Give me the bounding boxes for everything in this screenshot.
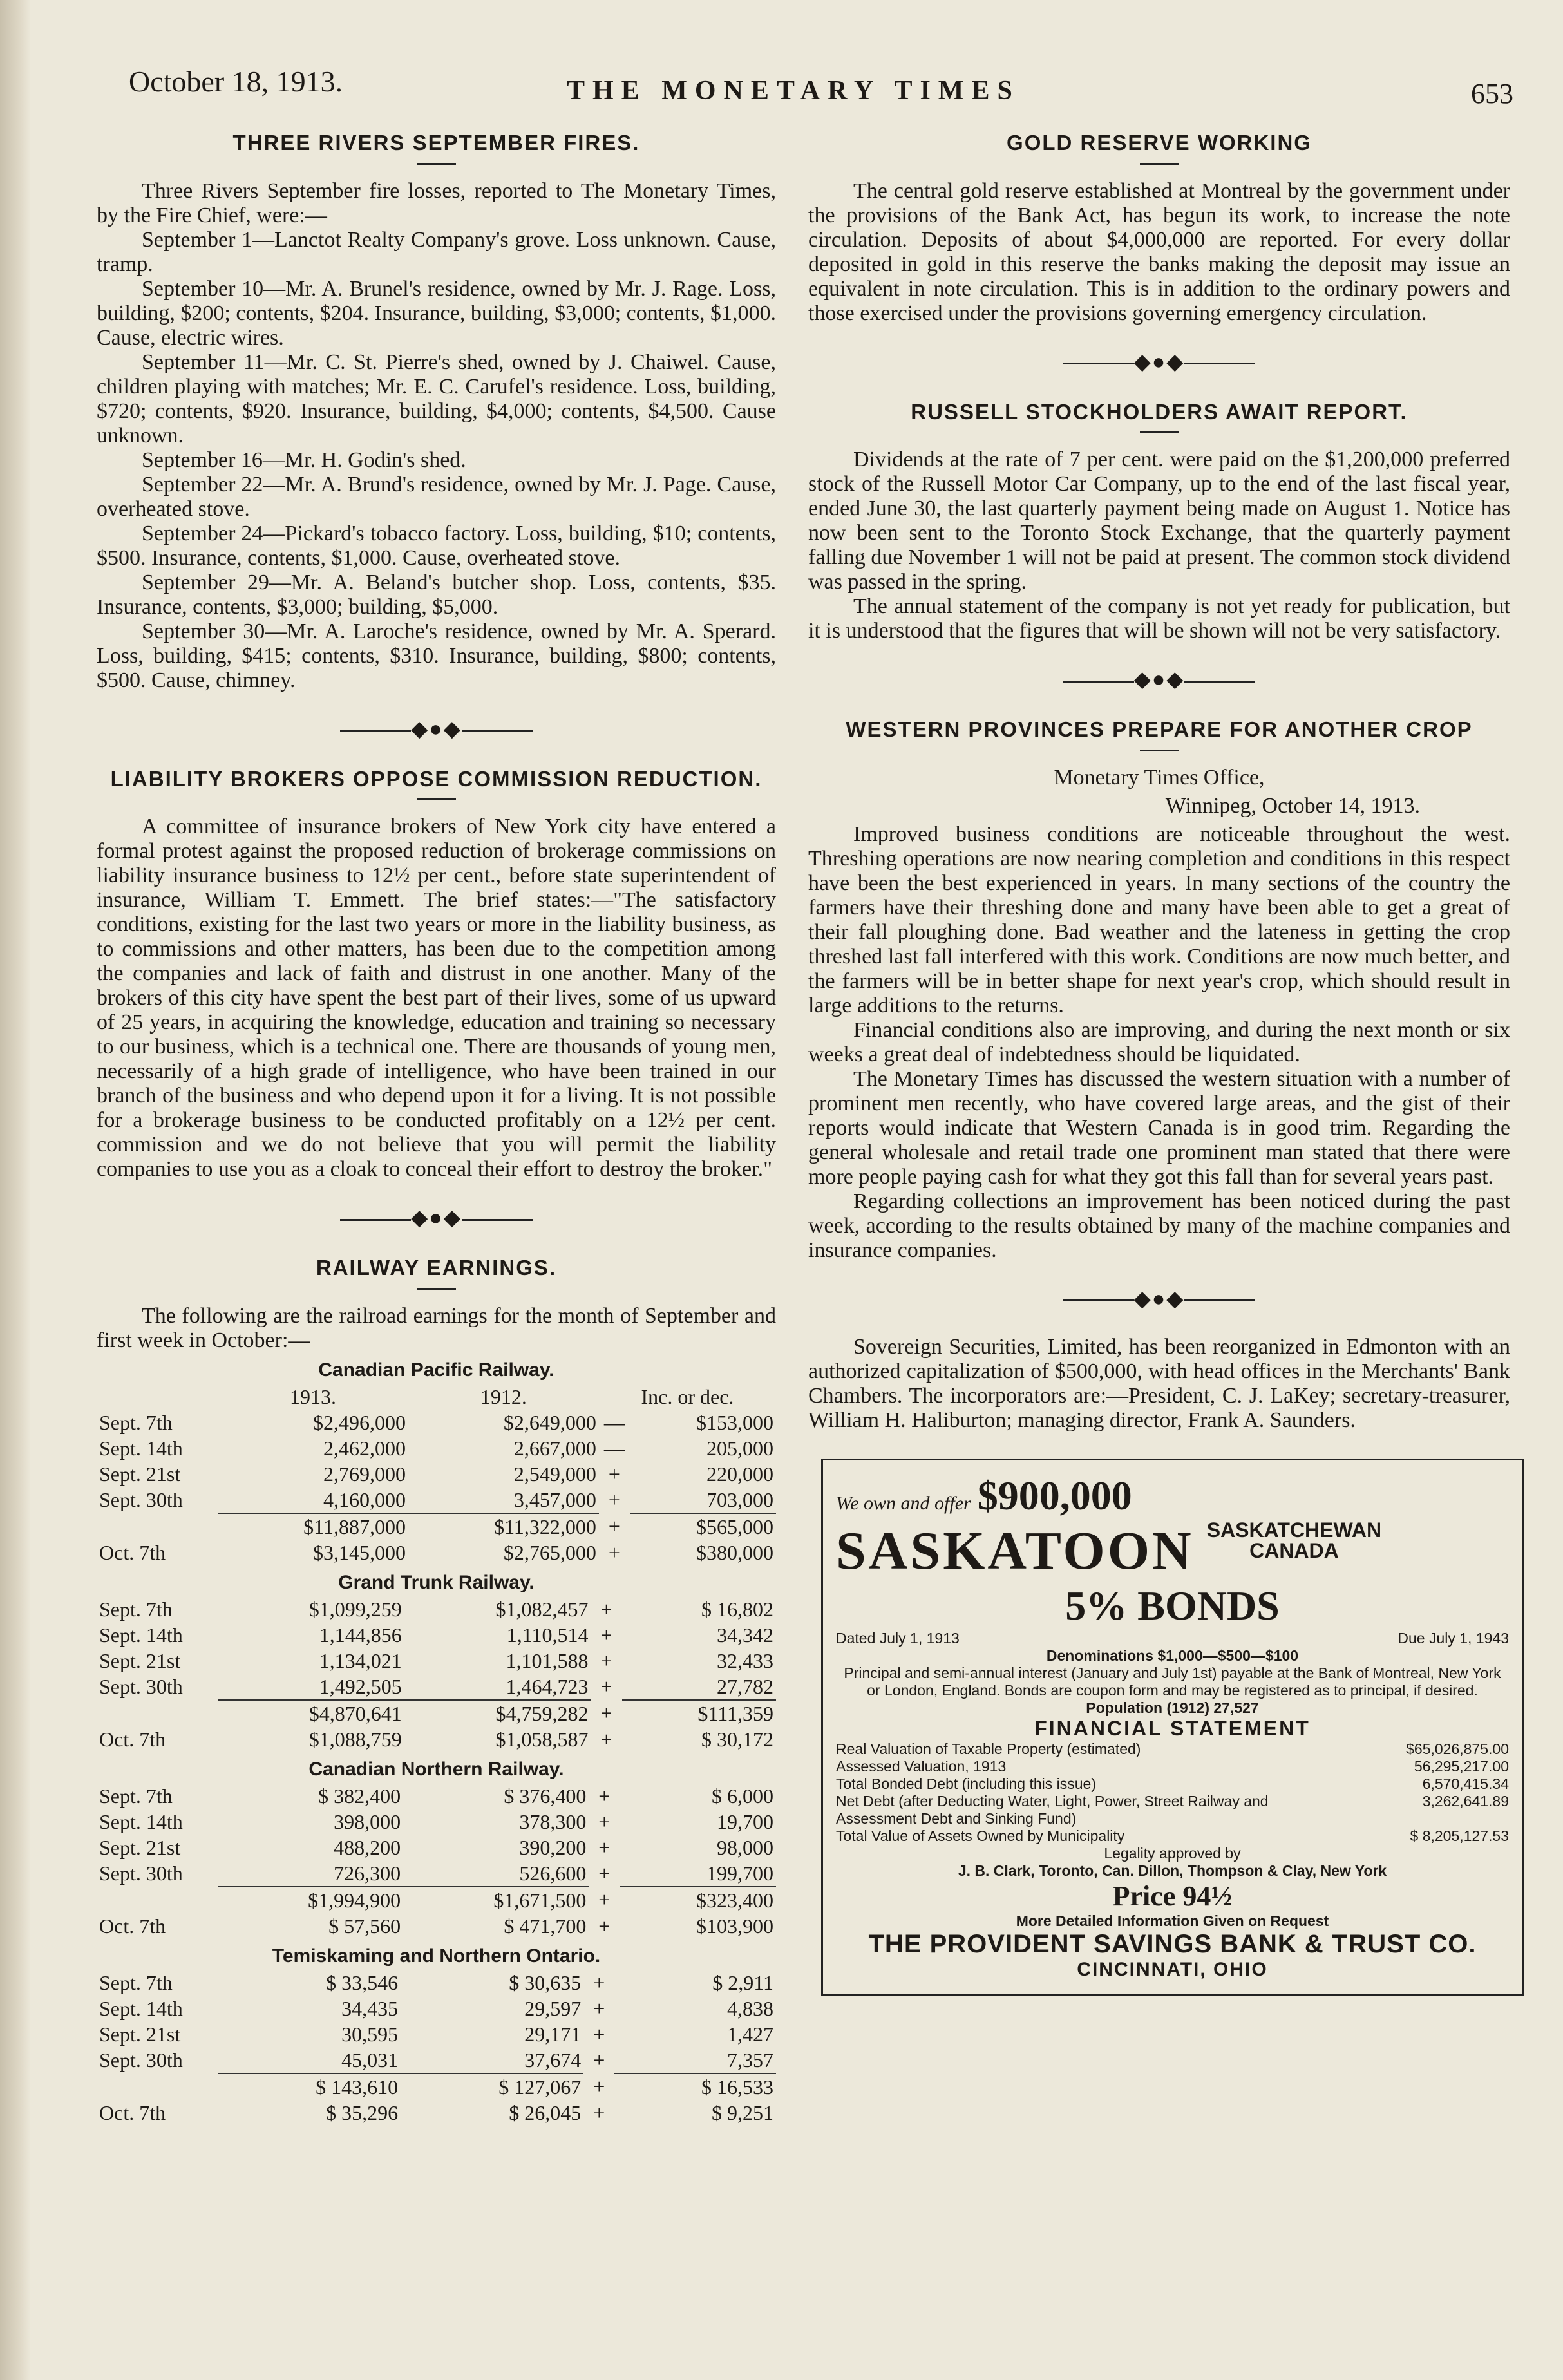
change-sign: + [593, 2048, 605, 2072]
ad-province-line: SASKATCHEWAN [1206, 1518, 1382, 1542]
column-header: 1913. [289, 1384, 336, 1408]
statement-value: 56,295,217.00 [1414, 1757, 1509, 1775]
value-1913: $11,887,000 [218, 1513, 408, 1540]
section-ornament: ◆●◆ [808, 1286, 1510, 1312]
article-paragraph: The annual statement of the company is not yet ready for publication, but it is understood that the figures that will be shown will not be very satisfactory. [808, 594, 1510, 643]
liability-article [97, 765, 776, 1182]
article-paragraph: Financial conditions also are improving, and during the next month or six weeks a great deal of indebtedness should be liquidated. [808, 1017, 1510, 1066]
earnings-table [97, 1783, 776, 1939]
value-1913: 1,134,021 [319, 1648, 402, 1672]
russell-article [808, 398, 1510, 644]
table-row [97, 1513, 776, 1540]
headline-rule [1140, 163, 1179, 165]
fire-loss-item: September 24—Pickard's tobacco factory. Loss, building, $10; contents, $500. Insurance, contents, $1,000. Cause, overheated stove. [97, 521, 776, 570]
row-label: Sept. 7th [99, 1410, 173, 1434]
table-row [97, 1860, 776, 1887]
row-label: Sept. 7th [99, 1597, 173, 1621]
value-1913: $ 35,296 [326, 2101, 399, 2124]
fire-loss-item: September 30—Mr. A. Laroche's residence, owned by Mr. A. Sperard. Loss, building, $415; contents, $310. Insurance, building, $800; contents, $500. Cause, chimney. [97, 619, 776, 692]
value-1912: $2,765,000 [503, 1540, 596, 1564]
right-column [808, 122, 1510, 1996]
change-sign: + [598, 1888, 611, 1912]
change-value: $ 9,251 [712, 2101, 773, 2124]
bond-advertisement [821, 1459, 1524, 1996]
ad-bank-name: THE PROVIDENT SAVINGS BANK & TRUST CO. [868, 1929, 1477, 1958]
value-1913: 1,144,856 [319, 1623, 402, 1647]
change-sign: — [603, 1436, 625, 1460]
headline-rule [417, 163, 456, 165]
change-value: $ 6,000 [712, 1784, 773, 1808]
value-1913: 30,595 [341, 2022, 399, 2046]
table-row [97, 1648, 776, 1674]
value-1913: 2,769,000 [323, 1462, 406, 1486]
row-label: Oct. 7th [99, 2101, 166, 2124]
railway-earnings-article [97, 1254, 776, 2126]
statement-row [836, 1793, 1509, 1828]
value-1913: 45,031 [341, 2048, 399, 2072]
change-value: $153,000 [696, 1410, 773, 1434]
change-value: 27,782 [717, 1674, 773, 1698]
article-paragraph: The Monetary Times has discussed the western situation with a number of prominent men recently, who have covered large areas, and the gist of their reports would indicate that Western Canada is in good trim. Regarding the general wholesale and retail trade one prominent man stated that there were more people paying cash for what they got this fall than for several years past. [808, 1066, 1510, 1189]
value-1913: $1,994,900 [218, 1887, 403, 1913]
value-1912: $ 30,635 [509, 1970, 582, 1994]
value-1912: $11,322,000 [408, 1513, 599, 1540]
row-label: Oct. 7th [99, 1727, 166, 1751]
left-column [97, 122, 776, 2126]
article-headline: WESTERN PROVINCES PREPARE FOR ANOTHER CROP [846, 717, 1473, 742]
value-1913: 1,492,505 [319, 1674, 402, 1698]
row-label: Sept. 30th [99, 2048, 183, 2072]
row-label: Sept. 7th [99, 1970, 173, 1994]
issue-date: October 18, 1913. [129, 65, 343, 98]
fire-loss-item: September 10—Mr. A. Brunel's residence, owned by Mr. J. Rage. Loss, building, $200; contents, $204. Insurance, building, $3,000; contents, $1,000. Cause, electric wires. [97, 276, 776, 350]
ad-city: SASKATOON [836, 1520, 1194, 1581]
value-1912: 1,101,588 [506, 1648, 589, 1672]
change-sign: + [593, 2075, 605, 2099]
statement-label: Total Value of Assets Owned by Municipality [836, 1827, 1125, 1844]
table-row [97, 1913, 776, 1939]
statement-value: 3,262,641.89 [1422, 1792, 1509, 1809]
article-intro: The following are the railroad earnings for the month of September and first week in October:— [97, 1303, 776, 1352]
ad-offer: We own and offer [836, 1492, 971, 1514]
change-sign: + [598, 1835, 611, 1859]
statement-row [836, 1775, 1509, 1793]
fire-loss-item: September 1—Lanctot Realty Company's grove. Loss unknown. Cause, tramp. [97, 227, 776, 276]
change-sign: — [603, 1410, 625, 1434]
statement-label: Total Bonded Debt (including this issue) [836, 1775, 1097, 1792]
statement-value: 6,570,415.34 [1422, 1775, 1509, 1792]
three-rivers-article [97, 129, 776, 693]
ad-lawyers: J. B. Clark, Toronto, Can. Dillon, Thompson & Clay, New York [958, 1862, 1387, 1879]
value-1912: $1,058,587 [495, 1727, 589, 1751]
row-label: Sept. 14th [99, 1809, 183, 1833]
dateline: Winnipeg, October 14, 1913. [1165, 793, 1420, 818]
article-paragraphs [808, 822, 1510, 1263]
table-row [97, 1809, 776, 1835]
statement-row [836, 1758, 1509, 1775]
value-1912: $ 26,045 [509, 2101, 582, 2124]
table-row [97, 1674, 776, 1700]
value-1913: $ 382,400 [318, 1784, 401, 1808]
change-value: 4,838 [727, 1996, 773, 2020]
row-label: Sept. 21st [99, 1835, 181, 1859]
sovereign-notice [808, 1335, 1510, 1433]
row-label: Sept. 14th [99, 1996, 183, 2020]
statement-row [836, 1828, 1509, 1845]
headline-rule [417, 1288, 456, 1290]
value-1912: 2,667,000 [513, 1436, 596, 1460]
section-ornament: ◆●◆ [808, 349, 1510, 375]
article-headline: RUSSELL STOCKHOLDERS AWAIT REPORT. [911, 399, 1408, 424]
change-value: 1,427 [727, 2022, 773, 2046]
change-sign: + [608, 1488, 620, 1512]
article-body: A committee of insurance brokers of New York city have entered a formal protest against the proposed reduction of brokerage commissions on liability insurance business to 12½ per cent., before state superintendent of insurance, William T. Emmett. The brief states:—"The satisfactory conditions, existing for the last two years or more in the liability business, as to commissions and other matters, has been due to the competition among the companies and lack of faith and distrust in one another. Many of the brokers of this city have spent the best part of their lives, some of us upward of 25 years, in acquiring the knowledge, education and training so necessary to our business, which is a technical one. There are thousands of young men, necessarily of a high grade of intelligence, who have been trained in our branch of the business and who depend upon it for a living. It is not possible for a brokerage business to be conducted profitably on a 12½ per cent. commission and we do not believe that you will permit the liability companies to use you as a cloak to conceal their effort to destroy the broker." [97, 815, 776, 1182]
article-intro: Three Rivers September fire losses, reported to The Monetary Times, by the Fire Chief, were:— [97, 178, 776, 227]
fire-loss-item: September 16—Mr. H. Godin's shed. [142, 448, 466, 472]
value-1912: $4,759,282 [404, 1700, 591, 1726]
change-value: 32,433 [717, 1648, 773, 1672]
change-sign: + [608, 1515, 620, 1538]
value-1912: 1,464,723 [506, 1674, 589, 1698]
table-row [97, 1435, 776, 1461]
article-headline: RAILWAY EARNINGS. [316, 1256, 557, 1280]
fire-loss-item: September 11—Mr. C. St. Pierre's shed, owned by J. Chaiwel. Cause, children playing with matches; Mr. E. C. Carufel's residence. Loss, building, $720; contents, $920. Insurance, building, $4,000; contents, $4,500. Cause unknown. [97, 350, 776, 448]
ad-country-line: CANADA [1249, 1538, 1339, 1562]
value-1912: 37,674 [524, 2048, 582, 2072]
row-label [97, 1887, 218, 1913]
value-1913: $1,099,259 [308, 1597, 402, 1621]
value-1912: $ 471,700 [504, 1914, 587, 1938]
row-label: Sept. 30th [99, 1862, 183, 1885]
change-value: 220,000 [706, 1462, 773, 1486]
ad-amount: $900,000 [977, 1472, 1132, 1518]
change-sign: + [593, 2101, 605, 2124]
article-headline: LIABILITY BROKERS OPPOSE COMMISSION REDUCTION. [110, 766, 763, 791]
change-sign: + [598, 1862, 611, 1885]
value-1913: $2,496,000 [312, 1410, 406, 1434]
earnings-table [97, 1970, 776, 2126]
value-1912: 2,549,000 [513, 1462, 596, 1486]
section-ornament: ◆●◆ [97, 716, 776, 742]
table-header-row [97, 1384, 776, 1410]
change-sign: + [608, 1462, 620, 1486]
statement-label: Net Debt (after Deducting Water, Light, Power, Street Railway and Assessment Debt and Sinking Fund) [836, 1792, 1269, 1827]
table-row [97, 2073, 776, 2100]
value-1912: 390,200 [519, 1835, 587, 1859]
article-paragraph: Regarding collections an improvement has been noticed during the past week, according to the results obtained by many of the machine companies and insurance companies. [808, 1189, 1510, 1262]
statement-row [836, 1741, 1509, 1758]
fire-loss-item: September 22—Mr. A. Brund's residence, owned by Mr. J. Page. Cause, overheated stove. [97, 472, 776, 521]
statement-value: $65,026,875.00 [1406, 1740, 1509, 1757]
column-header: Inc. or dec. [641, 1384, 734, 1408]
table-row [97, 1622, 776, 1648]
table-row [97, 1970, 776, 1996]
headline-rule [1140, 431, 1179, 433]
article-headline: GOLD RESERVE WORKING [1007, 131, 1312, 155]
change-value: $ 30,172 [701, 1727, 773, 1751]
row-label: Sept. 21st [99, 1648, 181, 1672]
value-1913: 398,000 [334, 1809, 401, 1833]
change-value: 19,700 [717, 1809, 773, 1833]
change-value: $ 2,911 [712, 1970, 773, 1994]
row-label: Sept. 21st [99, 1462, 181, 1486]
value-1913: $ 33,546 [326, 1970, 399, 1994]
value-1912: $ 376,400 [504, 1784, 587, 1808]
ad-financial-statement-title: FINANCIAL STATEMENT [1034, 1716, 1311, 1740]
value-1913: 726,300 [334, 1861, 401, 1885]
earnings-table [97, 1384, 776, 1565]
change-value: $103,900 [696, 1914, 773, 1938]
row-label: Sept. 30th [99, 1488, 183, 1512]
value-1913: $ 57,560 [328, 1914, 401, 1938]
table-row [97, 1540, 776, 1565]
company-name: Temiskaming and Northern Ontario. [272, 1945, 601, 1967]
table-row [97, 1887, 776, 1913]
change-value: 205,000 [706, 1436, 773, 1460]
headline-rule [417, 798, 456, 800]
headline-rule [1140, 750, 1179, 751]
ad-bank-location: CINCINNATI, OHIO [1077, 1958, 1268, 1980]
value-1913: 4,160,000 [323, 1488, 406, 1511]
change-value: $323,400 [620, 1887, 776, 1913]
company-name: Grand Trunk Railway. [338, 1571, 535, 1593]
value-1912: $ 127,067 [401, 2073, 583, 2100]
change-sign: + [593, 2022, 605, 2046]
table-row [97, 1835, 776, 1860]
value-1913: 488,200 [334, 1835, 401, 1859]
earnings-tables [97, 1359, 776, 2126]
column-header: 1912. [480, 1384, 527, 1408]
gold-reserve-article [808, 129, 1510, 326]
ad-population: Population (1912) 27,527 [1086, 1699, 1259, 1716]
change-sign: + [600, 1623, 612, 1647]
statement-value: $ 8,205,127.53 [1410, 1827, 1509, 1844]
change-sign: + [600, 1648, 612, 1672]
value-1912: $1,671,500 [403, 1887, 589, 1913]
value-1913: 34,435 [341, 1996, 399, 2020]
table-row [97, 1700, 776, 1726]
row-label: Sept. 30th [99, 1675, 183, 1699]
section-ornament: ◆●◆ [97, 1205, 776, 1231]
western-provinces-article [808, 715, 1510, 1263]
row-label [97, 1513, 218, 1540]
table-row [97, 1596, 776, 1622]
change-sign: + [600, 1597, 612, 1621]
value-1912: 29,597 [524, 1996, 582, 2020]
row-label: Sept. 7th [99, 1784, 173, 1808]
fire-loss-item: September 29—Mr. A. Beland's butcher shop. Loss, contents, $35. Insurance, contents, $3,000; building, $5,000. [97, 570, 776, 619]
table-row [97, 1461, 776, 1487]
article-paragraph: Improved business conditions are noticeable throughout the west. Threshing operations are now nearing completion and conditions in this respect have been the best experienced in years. In many sections of the country the farmers have their threshing done and many have been able to get a great of their fall ploughing done. Bad weather and the lateness in getting the crop threshed last fall interfered with this work. Conditions are now much better, and the farmers will be in better shape for next year's crop, which should result in large additions to the returns. [808, 822, 1510, 1017]
ad-more-info: More Detailed Information Given on Request [1016, 1912, 1329, 1929]
value-1912: 378,300 [519, 1809, 587, 1833]
ad-province [1207, 1520, 1381, 1561]
change-sign: + [598, 1914, 611, 1938]
fire-loss-list [97, 228, 776, 693]
value-1913: $4,870,641 [218, 1700, 404, 1726]
statement-label: Real Valuation of Taxable Property (estimated) [836, 1740, 1141, 1757]
company-name: Canadian Pacific Railway. [318, 1359, 554, 1381]
change-value: 98,000 [717, 1835, 773, 1859]
row-label [97, 2073, 218, 2100]
page-binding-edge [0, 0, 31, 2380]
change-sign: + [593, 1970, 605, 1994]
publication-title: THE MONETARY TIMES [567, 76, 1020, 106]
value-1912: $1,082,457 [495, 1597, 589, 1621]
ad-principal: Principal and semi-annual interest (January and July 1st) payable at the Bank of Montreal, New York or London, England. Bonds are coupon form and may be registered as to principal, if desired. [844, 1664, 1501, 1699]
article-paragraph: Dividends at the rate of 7 per cent. were paid on the $1,200,000 preferred stock of the Russell Motor Car Company, up to the end of the last fiscal year, ended June 30, the last quarterly payment being made on August 1. Notice has now been sent to the Toronto Stock Exchange, that the quarterly payment falling due November 1 will not be paid at present. The common stock dividend was passed in the spring. [808, 448, 1510, 594]
change-value: 199,700 [706, 1861, 773, 1885]
value-1913: $1,088,759 [308, 1727, 402, 1751]
table-row [97, 1783, 776, 1809]
ad-dated: Dated July 1, 1913 [836, 1629, 960, 1647]
row-label: Sept. 14th [99, 1436, 183, 1460]
change-sign: + [593, 1996, 605, 2020]
table-row [97, 2021, 776, 2047]
row-label [97, 1700, 218, 1726]
section-ornament: ◆●◆ [808, 666, 1510, 692]
row-label: Sept. 14th [99, 1623, 183, 1647]
table-row [97, 1726, 776, 1752]
ad-financial-statement [836, 1741, 1509, 1845]
change-value: $ 16,802 [701, 1597, 773, 1621]
article-headline: THREE RIVERS SEPTEMBER FIRES. [232, 131, 640, 155]
ad-due: Due July 1, 1943 [1397, 1629, 1509, 1647]
row-label: Oct. 7th [99, 1540, 166, 1564]
table-row [97, 2100, 776, 2126]
value-1913: $3,145,000 [312, 1540, 406, 1564]
table-row [97, 2047, 776, 2073]
change-value: $ 16,533 [614, 2073, 776, 2100]
value-1912: 1,110,514 [506, 1623, 589, 1647]
row-label: Sept. 21st [99, 2022, 181, 2046]
change-value: $111,359 [622, 1700, 777, 1726]
change-value: $565,000 [630, 1513, 776, 1540]
statement-label: Assessed Valuation, 1913 [836, 1757, 1007, 1775]
change-sign: + [598, 1809, 611, 1833]
change-sign: + [598, 1784, 611, 1808]
change-sign: + [608, 1540, 620, 1564]
change-value: 703,000 [706, 1488, 773, 1511]
change-value: 34,342 [717, 1623, 773, 1647]
earnings-table [97, 1596, 776, 1752]
table-row [97, 1410, 776, 1435]
change-sign: + [600, 1675, 612, 1699]
company-name: Canadian Northern Railway. [308, 1758, 564, 1780]
value-1912: 526,600 [519, 1861, 587, 1885]
table-row [97, 1996, 776, 2021]
notice-body: Sovereign Securities, Limited, has been reorganized in Edmonton with an authorized capitalization of $500,000, with head offices in the Merchants' Bank Chambers. The incorporators are:—President, C. J. LaKey; secretary-treasurer, William H. Haliburton; managing director, Frank A. Saunders. [808, 1334, 1510, 1432]
value-1913: 2,462,000 [323, 1436, 406, 1460]
page-number: 653 [1471, 78, 1513, 109]
value-1912: 3,457,000 [513, 1488, 596, 1511]
row-label: Oct. 7th [99, 1914, 166, 1938]
change-value: $380,000 [696, 1540, 773, 1564]
article-body: The central gold reserve established at Montreal by the government under the provisions of the Bank Act, has begun its work, to increase the note circulation. Deposits of about $4,000,000 are reported. For every dollar deposited in gold in this reserve the banks making the deposit may issue an equivalent in note circulation. This is in addition to the ordinary powers and those exercised under the provisions governing emergency circulation. [808, 178, 1510, 325]
ad-price: Price 94½ [1112, 1880, 1233, 1912]
table-row [97, 1487, 776, 1513]
change-sign: + [600, 1727, 612, 1751]
ad-bonds: 5% BONDS [1065, 1582, 1280, 1629]
header-spacer [97, 1384, 218, 1410]
value-1912: 29,171 [524, 2022, 582, 2046]
change-value: 7,357 [727, 2048, 773, 2072]
change-sign: + [600, 1701, 612, 1725]
ad-denominations: Denominations $1,000—$500—$100 [1046, 1647, 1299, 1664]
ad-legality: Legality approved by [1104, 1844, 1241, 1862]
value-1912: $2,649,000 [503, 1410, 596, 1434]
value-1913: $ 143,610 [218, 2073, 401, 2100]
page-header [122, 61, 1513, 113]
office-line: Monetary Times Office, [1054, 765, 1265, 789]
